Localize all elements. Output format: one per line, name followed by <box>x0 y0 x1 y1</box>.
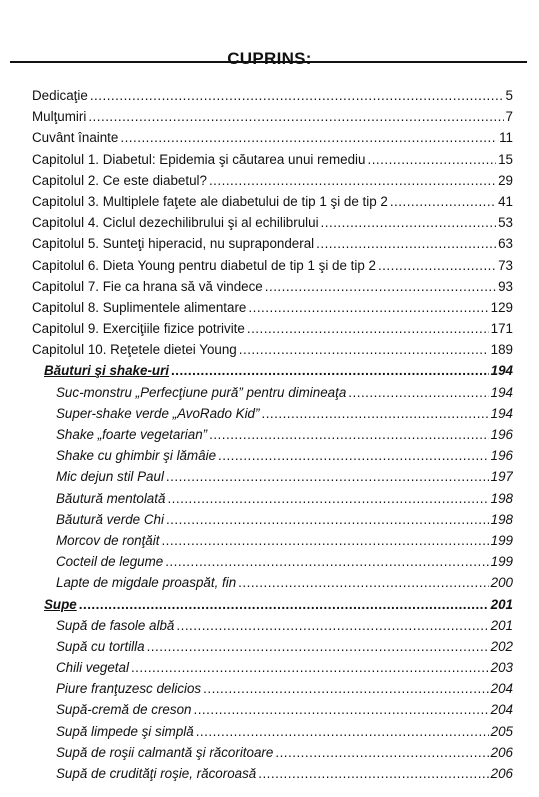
toc-entry-page-number: 201 <box>490 596 513 612</box>
dot-leader <box>176 618 488 633</box>
title-divider <box>10 61 527 63</box>
toc-entry-chapter <box>32 236 513 257</box>
toc-entry-title: Băutură mentolată <box>56 490 166 506</box>
toc-entry-recipe <box>32 660 513 681</box>
toc-entry-title: Băuturi şi shake-uri <box>44 363 170 379</box>
toc-entry-title: Cocteil de legume <box>56 554 164 570</box>
toc-entry-recipe <box>32 702 513 723</box>
toc-entry-page-number: 93 <box>498 278 513 294</box>
dot-leader <box>218 448 489 463</box>
toc-entry-page-number: 199 <box>490 554 513 570</box>
toc-entry-title: Capitolul 3. Multiplele faţete ale diabetului de tip 1 şi de tip 2 <box>32 193 388 209</box>
toc-entry-page-number: 5 <box>505 88 513 103</box>
toc-entry-title: Capitolul 8. Suplimentele alimentare <box>32 299 247 315</box>
toc-entry-title: Supă cu tortilla <box>56 638 145 654</box>
toc-entry-page-number: 11 <box>499 130 513 146</box>
toc-entry-recipe <box>32 406 513 427</box>
toc-entry-page-number: 196 <box>490 427 513 442</box>
toc-entry-title: Supă limpede şi simplă <box>56 723 194 739</box>
toc-entry-page-number: 196 <box>490 448 513 464</box>
toc-entry-page-number: 73 <box>498 257 513 273</box>
dot-leader <box>265 279 496 294</box>
toc-entry-chapter <box>32 152 513 173</box>
dot-leader <box>378 258 496 273</box>
toc-entry-title: Capitolul 5. Sunteţi hiperacid, nu supraponderal <box>32 236 315 252</box>
dot-leader <box>166 512 489 527</box>
toc-entry-page-number: 198 <box>490 511 513 527</box>
toc-entry-title: Super-shake verde „AvoRado Kid” <box>56 405 260 421</box>
toc-entry-title: Supe <box>44 596 77 612</box>
toc-entry-chapter <box>32 88 513 109</box>
toc-entry-chapter <box>32 321 513 342</box>
toc-entry-chapter <box>32 300 513 321</box>
toc-entry-page-number: 199 <box>490 532 513 548</box>
toc-entry-recipe <box>32 512 513 533</box>
dot-leader <box>390 194 496 209</box>
toc-entry-chapter <box>32 173 513 194</box>
toc-entry-page-number: 205 <box>490 723 513 739</box>
dot-leader <box>367 152 496 167</box>
dot-leader <box>166 469 489 484</box>
toc-entry-title: Dedicaţie <box>32 88 88 103</box>
toc-entry-recipe <box>32 681 513 702</box>
dot-leader <box>239 342 489 357</box>
toc-entry-page-number: 194 <box>490 384 513 400</box>
toc-entry-title: Chili vegetal <box>56 660 129 676</box>
toc-entry-chapter <box>32 130 513 151</box>
dot-leader <box>171 363 489 378</box>
toc-entry-title: Piure franţuzesc delicios <box>56 681 202 697</box>
toc-entry-title: Capitolul 1. Diabetul: Epidemia şi căutarea unui remediu <box>32 151 366 167</box>
toc-entry-page-number: 201 <box>490 617 513 633</box>
toc-entry-section <box>32 363 513 384</box>
toc-entry-recipe <box>32 724 513 745</box>
dot-leader <box>161 533 488 548</box>
toc-entry-recipe <box>32 491 513 512</box>
dot-leader <box>238 575 489 590</box>
dot-leader <box>321 215 497 230</box>
toc-entry-recipe <box>32 554 513 575</box>
toc-entry-recipe <box>32 618 513 639</box>
toc-entry-page-number: 206 <box>490 766 513 781</box>
toc-entry-title: Cuvânt înainte <box>32 130 119 146</box>
dot-leader <box>261 406 488 421</box>
toc-entry-title: Supă de roşii calmantă şi răcoritoare <box>56 744 274 760</box>
toc-entry-recipe <box>32 469 513 490</box>
toc-entry-page-number: 7 <box>505 109 513 125</box>
toc-entry-recipe <box>32 575 513 596</box>
toc-entry-title: Mic dejun stil Paul <box>56 469 164 485</box>
toc-entry-page-number: 198 <box>490 490 513 506</box>
toc-entry-page-number: 203 <box>490 660 513 676</box>
toc-entry-recipe <box>32 745 513 766</box>
dot-leader <box>209 173 496 188</box>
dot-leader <box>79 597 489 612</box>
toc-entry-page-number: 194 <box>490 363 513 379</box>
toc-entry-page-number: 63 <box>498 236 513 252</box>
toc-entry-title: Suc-monstru „Perfecţiune pură” pentru dimineaţa <box>56 384 347 400</box>
toc-entry-recipe <box>32 385 513 406</box>
toc-entry-title: Shake „foarte vegetarian” <box>56 427 208 442</box>
toc-entry-title: Capitolul 4. Ciclul dezechilibrului şi al echilibrului <box>32 215 319 231</box>
dot-leader <box>120 130 497 145</box>
dot-leader <box>193 702 488 717</box>
toc-entry-chapter <box>32 342 513 363</box>
toc-entry-chapter <box>32 109 513 130</box>
toc-entry-page-number: 171 <box>490 321 513 337</box>
toc-entry-title: Capitolul 10. Reţetele dietei Young <box>32 342 237 358</box>
toc-entry-page-number: 200 <box>490 575 513 591</box>
dot-leader <box>131 660 489 675</box>
dot-leader <box>167 491 488 506</box>
toc-entry-title: Supă-cremă de creson <box>56 702 192 718</box>
toc-entry-title: Capitolul 2. Ce este diabetul? <box>32 172 207 188</box>
toc-entry-title: Băutură verde Chi <box>56 511 164 527</box>
dot-leader <box>196 724 489 739</box>
dot-leader <box>316 236 496 251</box>
toc-entry-page-number: 204 <box>490 681 513 697</box>
page-title: CUPRINS: <box>227 49 312 69</box>
toc-entry-title: Shake cu ghimbir şi lămâie <box>56 448 217 464</box>
dot-leader <box>209 427 489 442</box>
toc-entry-chapter <box>32 279 513 300</box>
toc-entry-page-number: 29 <box>498 172 513 188</box>
toc-entry-chapter <box>32 215 513 236</box>
toc-entry-recipe <box>32 639 513 660</box>
toc-entry-title: Morcov de ronţăit <box>56 532 160 548</box>
toc-entry-page-number: 197 <box>490 469 513 485</box>
toc-entry-recipe <box>32 448 513 469</box>
toc-entry-recipe <box>32 766 513 787</box>
toc-entry-page-number: 53 <box>498 215 513 231</box>
toc-entry-recipe <box>32 427 513 448</box>
toc-entry-page-number: 15 <box>498 151 513 167</box>
toc-entry-page-number: 194 <box>490 405 513 421</box>
table-of-contents <box>32 88 513 787</box>
toc-entry-title: Capitolul 7. Fie ca hrana să vă vindece <box>32 278 263 294</box>
dot-leader <box>247 321 489 336</box>
dot-leader <box>165 554 488 569</box>
dot-leader <box>88 109 503 124</box>
toc-entry-title: Capitolul 6. Dieta Young pentru diabetul de tip 1 şi de tip 2 <box>32 257 376 273</box>
toc-entry-chapter <box>32 258 513 279</box>
toc-entry-title: Supă de fasole albă <box>56 617 175 633</box>
dot-leader <box>203 681 489 696</box>
toc-entry-page-number: 204 <box>490 702 513 718</box>
toc-entry-title: Lapte de migdale proaspăt, fin <box>56 575 237 591</box>
toc-entry-page-number: 129 <box>490 299 513 315</box>
toc-entry-section <box>32 597 513 618</box>
toc-entry-title: Capitolul 9. Exerciţiile fizice potrivite <box>32 321 245 337</box>
dot-leader <box>90 88 504 103</box>
dot-leader <box>258 766 488 781</box>
dot-leader <box>275 745 488 760</box>
toc-entry-title: Supă de crudităţi roşie, răcoroasă <box>56 766 257 781</box>
dot-leader <box>248 300 488 315</box>
toc-entry-page-number: 189 <box>490 342 513 358</box>
toc-entry-title: Mulţumiri <box>32 109 87 125</box>
toc-entry-page-number: 206 <box>490 744 513 760</box>
toc-entry-page-number: 41 <box>498 193 513 209</box>
toc-entry-page-number: 202 <box>490 638 513 654</box>
dot-leader <box>348 385 488 400</box>
toc-entry-recipe <box>32 533 513 554</box>
toc-entry-chapter <box>32 194 513 215</box>
dot-leader <box>147 639 489 654</box>
